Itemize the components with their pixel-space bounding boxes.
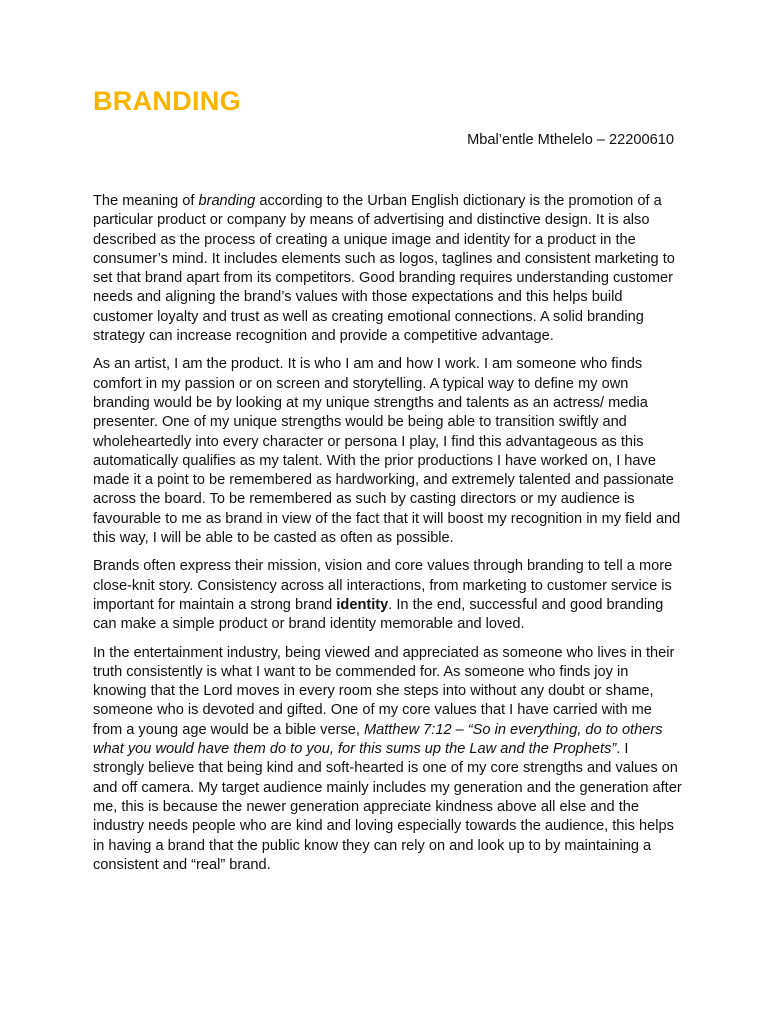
paragraph-1-text-end: according to the Urban English dictionary is the promotion of a particular product or company by means of advertising and distinctive design. It is also described as the process of creating a unique image and identity for a product in the consumer’s mind. It includes elements such as logos, taglines and consistent marketing to set that brand apart from its competitors. Good branding requires understanding customer needs and aligning the brand’s values with those expectations and this helps build customer loyalty and trust as well as creating emotional connections. A solid branding strategy can increase recognition and provide a competitive advantage. xyxy=(93,193,675,345)
document-body xyxy=(93,192,683,884)
paragraph-3-text-start: Brands often express their mission, vision and core values through branding to tell a more close-knit story. Consistency across all interactions, from marketing to customer service is important for maintain a strong brand xyxy=(93,558,673,613)
author-line: Mbal’entle Mthelelo – 22200610 xyxy=(467,132,674,148)
paragraph-3 xyxy=(93,557,683,634)
paragraph-4 xyxy=(93,644,683,876)
paragraph-4-text-start: In the entertainment industry, being viewed and appreciated as someone who lives in their truth consistently is what I want to be commended for. As someone who finds joy in knowing that the Lord moves in every room she steps into without any doubt or shame, someone who is devoted and gifted. One of my core values that I have carried with me from a young age would be a bible verse, xyxy=(93,644,675,738)
paragraph-1-emphasis: branding xyxy=(198,193,256,209)
paragraph-4-text-end: . I strongly believe that being kind and soft-hearted is one of my core strengths and values on and off camera. My target audience mainly includes my generation and the generation after me, this is because the newer generation appreciate kindness above all else and the industry needs people who are kind and loving especially towards the audience, this helps in having a brand that the public know they can rely on and look up to by maintaining a consistent and “real” brand. xyxy=(93,741,682,873)
document-title: BRANDING xyxy=(93,86,241,116)
paragraph-3-bold-word: identity xyxy=(336,596,389,613)
paragraph-1-text-start: The meaning of xyxy=(93,193,199,209)
paragraph-2: As an artist, I am the product. It is who I am and how I work. I am someone who finds comfort in my passion or on screen and storytelling. A typical way to define my own branding would be by looking at my unique strengths and talents as an actress/ media presenter. One of my unique strengths would be being able to transition swiftly and wholeheartedly into every character or persona I play, I find this advantageous as this automatically qualifies as my talent. With the prior productions I have worked on, I have made it a point to be remembered as hardworking, and extremely talented and passionate across the board. To be remembered as such by casting directors or my audience is favourable to me as brand in view of the fact that it will boost my recognition in my field and this way, I will be able to be casted as often as possible. xyxy=(93,356,681,547)
paragraph-1 xyxy=(93,192,683,346)
paragraph-4-bible-quote: Matthew 7:12 – “So in everything, do to others what you would have them do to you, for this sums up the Law and the Prophets” xyxy=(93,721,663,758)
paragraph-3-text-end: . In the end, successful and good branding can make a simple product or brand identity memorable and loved. xyxy=(93,596,664,633)
